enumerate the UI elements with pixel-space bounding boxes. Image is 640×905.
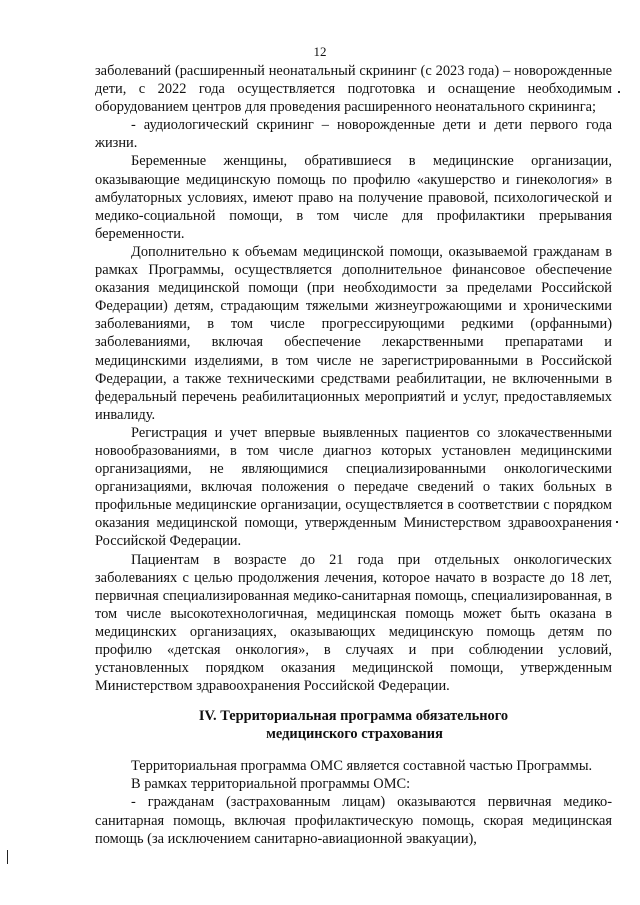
scan-speck [618, 91, 620, 93]
paragraph-patients-under-21: Пациентам в возрасте до 21 года при отдельных онкологических заболеваниях с целью продолжения лечения, которое начато в возрасте до 18 лет, первичная специализированная медико-санитарная помощь, специализированная, в том числе высокотехнологичная, медицинская помощь может быть оказана в медицинских организациях, оказывающих медицинскую помощь детям по профилю «детская онкология», в случаях и при соблюдении условий, установленных порядком оказания медицинской помощи, утвержденным Министерством здравоохранения Российской Федерации. [95, 551, 612, 695]
paragraph-pregnant-women: Беременные женщины, обратившиеся в медицинские организации, оказывающие медицинскую помощь по профилю «акушерство и гинекология» в амбулаторных условиях, имеют право на получение правовой, психологической и медико-социальной помощи, в том числе для профилактики прерывания беременности. [95, 153, 612, 242]
paragraph-oms-program: Территориальная программа ОМС является составной частью Программы. [131, 758, 593, 775]
paragraph-insured-persons: - гражданам (застрахованным лицам) оказываются первичная медико-санитарная помощь, включая профилактическую помощь, скорая медицинская помощь (за исключением санитарно-авиационной эвакуации), [95, 794, 612, 847]
paragraph-neonatal-screening: заболеваний (расширенный неонатальный скрининг (с 2023 года) – новорожденные дети, с 2022 года осуществляется подготовка и оснащение необходимым оборудованием центров для проведения расширенного неонатального скрининга; [95, 63, 612, 116]
section-heading-line-2: медицинского страхования [266, 726, 443, 743]
section-heading [95, 707, 612, 743]
scan-speck [616, 521, 618, 523]
paragraph-oncology-registration: Регистрация и учет впервые выявленных пациентов со злокачественными новообразованиями, в том числе диагноз которых установлен медицинскими организациями, не являющимися специализированными онкологическими организациями, включая положения о передаче сведений о таких больных в профильные медицинские организации, осуществляется в соответствии с порядком оказания медицинской помощи, утвержденным Министерством здравоохранения Российской Федерации. [95, 424, 612, 550]
paragraph-audiology-screening: - аудиологический скрининг – новорожденные дети и дети первого года жизни. [95, 117, 612, 152]
paragraph-additional-funding: Дополнительно к объемам медицинской помощи, оказываемой гражданам в рамках Программы, осуществляется дополнительное финансовое обеспечение оказания медицинской помощи (при необходимости за пределами Российской Федерации) детям, страдающим тяжелыми жизнеугрожающими и хроническими заболеваниями, в том числе прогрессирующими редкими (орфанными) заболеваниями, включая обеспечение лекарственными препаратами и медицинскими изделиями, в том числе не зарегистрированными в Российской Федерации, а также техническими средствами реабилитации, не включенными в федеральный перечень реабилитационных мероприятий и услуг, предоставляемых инвалиду. [95, 243, 612, 423]
document-body [95, 62, 612, 848]
paragraph-within-oms: В рамках территориальной программы ОМС: [131, 776, 411, 793]
section-heading-line-1: IV. Территориальная программа обязательного [198, 708, 509, 725]
scan-edge-mark [7, 850, 8, 864]
page-number: 12 [313, 44, 327, 59]
